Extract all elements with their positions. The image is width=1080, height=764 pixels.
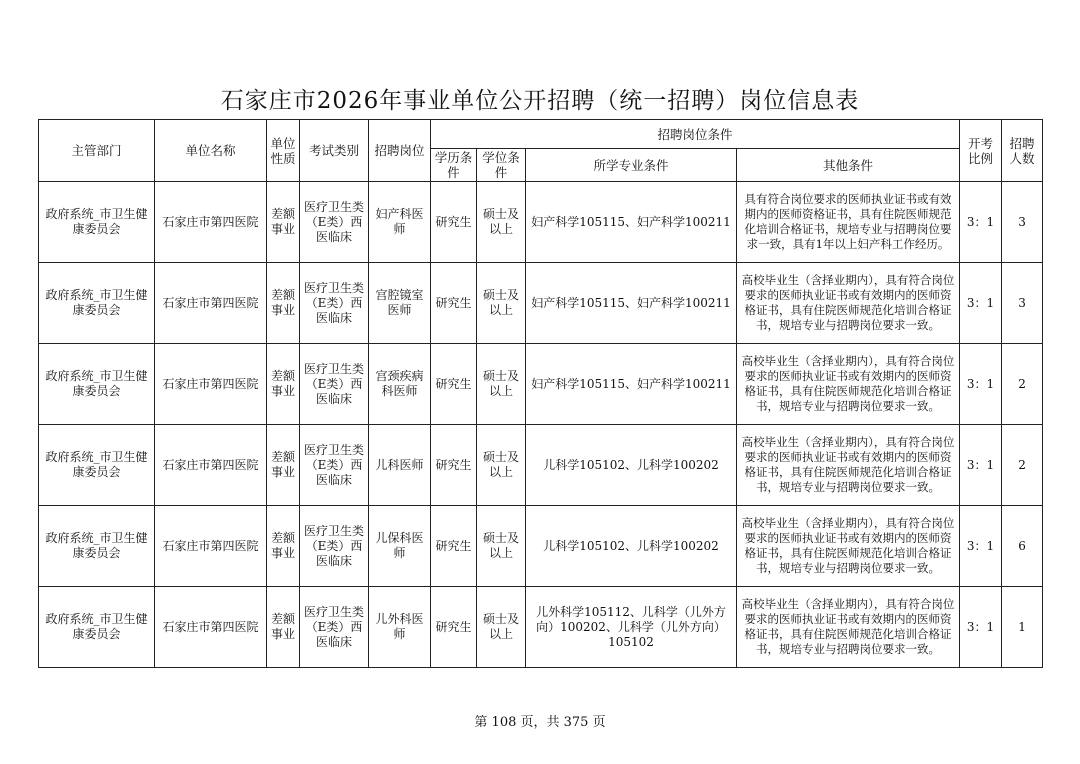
cell-dept: 政府系统_市卫生健康委员会 [39,182,155,263]
cell-degree: 硕士及以上 [477,506,526,587]
cell-major: 妇产科学105115、妇产科学100211 [526,182,737,263]
cell-degree: 硕士及以上 [477,344,526,425]
cell-degree: 硕士及以上 [477,182,526,263]
cell-count: 2 [1002,344,1043,425]
header-other: 其他条件 [737,149,960,182]
cell-exam: 医疗卫生类（E类）西医临床 [300,182,369,263]
cell-other: 高校毕业生（含择业期内），具有符合岗位要求的医师执业证书或有效期内的医师资格证书，具有住院医师规范化培训合格证书，规培专业与招聘岗位要求一致。 [737,263,960,344]
page-title: 石家庄市2026年事业单位公开招聘（统一招聘）岗位信息表 [220,88,860,114]
header-row [39,120,1043,149]
header-nature: 单位性质 [267,120,300,182]
cell-ratio: 3：1 [960,587,1002,668]
cell-degree: 硕士及以上 [477,425,526,506]
header-ratio: 开考比例 [960,120,1002,182]
cell-dept: 政府系统_市卫生健康委员会 [39,425,155,506]
cell-ratio: 3：1 [960,425,1002,506]
cell-count: 2 [1002,425,1043,506]
cell-post: 儿保科医师 [369,506,431,587]
cell-other: 高校毕业生（含择业期内），具有符合岗位要求的医师执业证书或有效期内的医师资格证书，具有住院医师规范化培训合格证书，规培专业与招聘岗位要求一致。 [737,506,960,587]
cell-edu: 研究生 [431,587,477,668]
table-row [39,263,1043,344]
cell-count: 3 [1002,263,1043,344]
cell-other: 高校毕业生（含择业期内），具有符合岗位要求的医师执业证书或有效期内的医师资格证书，具有住院医师规范化培训合格证书，规培专业与招聘岗位要求一致。 [737,344,960,425]
cell-nature: 差额事业 [267,263,300,344]
cell-nature: 差额事业 [267,425,300,506]
cell-dept: 政府系统_市卫生健康委员会 [39,587,155,668]
cell-dept: 政府系统_市卫生健康委员会 [39,263,155,344]
header-post: 招聘岗位 [369,120,431,182]
cell-nature: 差额事业 [267,182,300,263]
cell-major: 妇产科学105115、妇产科学100211 [526,344,737,425]
cell-ratio: 3：1 [960,263,1002,344]
cell-post: 宫腔镜室医师 [369,263,431,344]
header-edu: 学历条件 [431,149,477,182]
table-row [39,182,1043,263]
cell-exam: 医疗卫生类（E类）西医临床 [300,344,369,425]
table-row [39,425,1043,506]
header-conditions: 招聘岗位条件 [431,120,960,149]
cell-degree: 硕士及以上 [477,587,526,668]
header-count: 招聘人数 [1002,120,1043,182]
cell-unit: 石家庄市第四医院 [155,587,267,668]
cell-edu: 研究生 [431,263,477,344]
table-row [39,344,1043,425]
header-dept: 主管部门 [39,120,155,182]
cell-other: 高校毕业生（含择业期内），具有符合岗位要求的医师执业证书或有效期内的医师资格证书，具有住院医师规范化培训合格证书，规培专业与招聘岗位要求一致。 [737,587,960,668]
cell-nature: 差额事业 [267,344,300,425]
cell-unit: 石家庄市第四医院 [155,263,267,344]
page-footer: 第 108 页，共 375 页 [474,715,606,730]
cell-edu: 研究生 [431,425,477,506]
cell-ratio: 3：1 [960,506,1002,587]
cell-ratio: 3：1 [960,344,1002,425]
cell-major: 儿科学105102、儿科学100202 [526,425,737,506]
cell-nature: 差额事业 [267,506,300,587]
cell-major: 妇产科学105115、妇产科学100211 [526,263,737,344]
cell-count: 3 [1002,182,1043,263]
cell-post: 妇产科医师 [369,182,431,263]
cell-exam: 医疗卫生类（E类）西医临床 [300,506,369,587]
cell-unit: 石家庄市第四医院 [155,344,267,425]
cell-major: 儿外科学105112、儿科学（儿外方向）100202、儿科学（儿外方向）105102 [526,587,737,668]
recruitment-table [38,119,1043,668]
cell-exam: 医疗卫生类（E类）西医临床 [300,587,369,668]
cell-post: 儿外科医师 [369,587,431,668]
cell-post: 儿科医师 [369,425,431,506]
cell-exam: 医疗卫生类（E类）西医临床 [300,263,369,344]
cell-count: 1 [1002,587,1043,668]
cell-unit: 石家庄市第四医院 [155,182,267,263]
cell-dept: 政府系统_市卫生健康委员会 [39,344,155,425]
header-exam: 考试类别 [300,120,369,182]
cell-edu: 研究生 [431,182,477,263]
cell-degree: 硕士及以上 [477,263,526,344]
cell-ratio: 3：1 [960,182,1002,263]
cell-nature: 差额事业 [267,587,300,668]
table-row [39,587,1043,668]
header-unit: 单位名称 [155,120,267,182]
header-major: 所学专业条件 [526,149,737,182]
cell-other: 高校毕业生（含择业期内），具有符合岗位要求的医师执业证书或有效期内的医师资格证书，具有住院医师规范化培训合格证书，规培专业与招聘岗位要求一致。 [737,425,960,506]
cell-unit: 石家庄市第四医院 [155,425,267,506]
cell-count: 6 [1002,506,1043,587]
table-row [39,506,1043,587]
cell-post: 宫颈疾病科医师 [369,344,431,425]
cell-dept: 政府系统_市卫生健康委员会 [39,506,155,587]
cell-edu: 研究生 [431,506,477,587]
cell-edu: 研究生 [431,344,477,425]
cell-exam: 医疗卫生类（E类）西医临床 [300,425,369,506]
cell-unit: 石家庄市第四医院 [155,506,267,587]
header-degree: 学位条件 [477,149,526,182]
cell-other: 具有符合岗位要求的医师执业证书或有效期内的医师资格证书，具有住院医师规范化培训合格证书，规培专业与招聘岗位要求一致，具有1年以上妇产科工作经历。 [737,182,960,263]
cell-major: 儿科学105102、儿科学100202 [526,506,737,587]
